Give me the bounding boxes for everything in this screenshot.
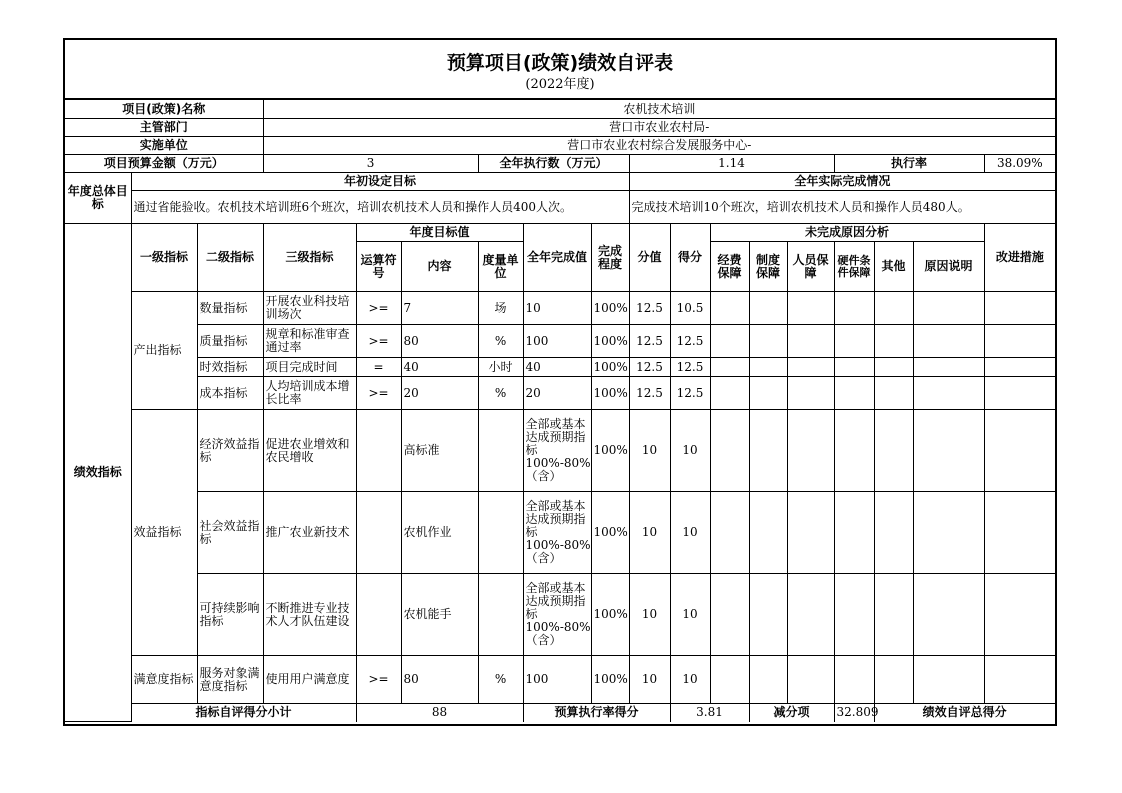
cell-unit: % (478, 325, 523, 358)
col-r2: 制度保障 (749, 242, 787, 292)
cell-got: 10 (670, 574, 710, 656)
project-name-label: 项目(政策)名称 (65, 100, 263, 119)
cell-empty (710, 574, 749, 656)
cell-empty (913, 656, 984, 704)
cell-empty (874, 574, 913, 656)
cell-op (356, 492, 401, 574)
evaluation-table (65, 99, 1055, 722)
cell-empty (787, 292, 834, 325)
cell-degree: 100% (591, 410, 629, 492)
cell-l3: 推广农业新技术 (263, 492, 356, 574)
cell-empty (710, 492, 749, 574)
total-label: 绩效自评总得分 (874, 704, 1055, 722)
table-row (65, 410, 1055, 492)
cell-completed: 全部或基本达成预期指标100%-80%（含） (523, 410, 591, 492)
cell-score: 12.5 (629, 325, 670, 358)
table-row (65, 292, 1055, 325)
cell-content: 80 (401, 325, 478, 358)
cell-empty (874, 377, 913, 410)
group-benefit: 效益指标 (131, 410, 197, 656)
cell-op: >= (356, 325, 401, 358)
page-title: 预算项目(政策)绩效自评表 (446, 52, 674, 74)
cell-got: 12.5 (670, 377, 710, 410)
cell-l3: 开展农业科技培训场次 (263, 292, 356, 325)
cell-empty (984, 358, 1055, 377)
table-row (65, 492, 1055, 574)
title-block (65, 40, 1055, 99)
col-reason-group: 未完成原因分析 (710, 224, 984, 242)
cell-empty (984, 377, 1055, 410)
subtotal-label: 指标自评得分小计 (131, 704, 356, 722)
cell-empty (874, 292, 913, 325)
cell-empty (710, 377, 749, 410)
cell-l3: 人均培训成本增长比率 (263, 377, 356, 410)
cell-score: 10 (629, 492, 670, 574)
col-r3: 人员保障 (787, 242, 834, 292)
cell-empty (787, 325, 834, 358)
cell-empty (984, 410, 1055, 492)
cell-l3: 规章和标准审查通过率 (263, 325, 356, 358)
row-footer (65, 704, 1055, 722)
project-name-value: 农机技术培训 (263, 100, 1055, 119)
cell-empty (984, 292, 1055, 325)
cell-degree: 100% (591, 377, 629, 410)
cell-degree: 100% (591, 292, 629, 325)
rate-value: 38.09% (984, 155, 1055, 173)
cell-score: 12.5 (629, 377, 670, 410)
col-op: 运算符号 (356, 242, 401, 292)
cell-content: 40 (401, 358, 478, 377)
cell-content: 7 (401, 292, 478, 325)
cell-empty (710, 325, 749, 358)
cell-empty (984, 492, 1055, 574)
cell-got: 12.5 (670, 358, 710, 377)
cell-degree: 100% (591, 574, 629, 656)
subtotal-value: 88 (356, 704, 523, 722)
cell-l2: 成本指标 (197, 377, 263, 410)
cell-score: 10 (629, 574, 670, 656)
cell-empty (787, 656, 834, 704)
col-degree: 完成程度 (591, 224, 629, 292)
dept-label: 主管部门 (65, 119, 263, 137)
cell-empty (834, 358, 874, 377)
cell-completed: 全部或基本达成预期指标100%-80%（含） (523, 574, 591, 656)
row-goal-text (65, 191, 1055, 224)
cell-empty (913, 492, 984, 574)
self-evaluation-sheet (63, 38, 1057, 726)
cell-empty (913, 377, 984, 410)
cell-score: 12.5 (629, 292, 670, 325)
cell-l3: 促进农业增效和农民增收 (263, 410, 356, 492)
cell-empty (749, 292, 787, 325)
cell-degree: 100% (591, 358, 629, 377)
cell-empty (749, 410, 787, 492)
cell-l2: 经济效益指标 (197, 410, 263, 492)
cell-got: 12.5 (670, 325, 710, 358)
cell-empty (874, 358, 913, 377)
col-r5: 其他 (874, 242, 913, 292)
cell-got: 10 (670, 492, 710, 574)
cell-empty (710, 410, 749, 492)
cell-completed: 40 (523, 358, 591, 377)
col-level2: 二级指标 (197, 224, 263, 292)
cell-empty (710, 358, 749, 377)
cell-op (356, 410, 401, 492)
table-row (65, 574, 1055, 656)
cell-l2: 可持续影响指标 (197, 574, 263, 656)
row-unit (65, 137, 1055, 155)
deduct-label: 减分项 (749, 704, 834, 722)
cell-empty (834, 574, 874, 656)
year-label: (2022年度) (525, 77, 595, 92)
rate-label: 执行率 (834, 155, 984, 173)
cell-empty (913, 574, 984, 656)
table-row (65, 358, 1055, 377)
cell-got: 10.5 (670, 292, 710, 325)
cell-empty (874, 410, 913, 492)
col-improve: 改进措施 (984, 224, 1055, 292)
cell-unit: 场 (478, 292, 523, 325)
row-goal-headers (65, 173, 1055, 191)
cell-l3: 不断推进专业技术人才队伍建设 (263, 574, 356, 656)
cell-empty (874, 492, 913, 574)
row-project-name (65, 100, 1055, 119)
cell-completed: 100 (523, 325, 591, 358)
budget-value: 3 (263, 155, 478, 173)
cell-content: 农机能手 (401, 574, 478, 656)
cell-empty (787, 410, 834, 492)
cell-content: 高标准 (401, 410, 478, 492)
deduct-value: 32.809 (834, 704, 874, 722)
row-dept (65, 119, 1055, 137)
cell-completed: 20 (523, 377, 591, 410)
cell-unit (478, 410, 523, 492)
cell-empty (913, 292, 984, 325)
col-unit: 度量单位 (478, 242, 523, 292)
cell-empty (874, 325, 913, 358)
col-level3: 三级指标 (263, 224, 356, 292)
budget-score-value: 3.81 (670, 704, 749, 722)
group-output: 产出指标 (131, 292, 197, 410)
cell-empty (834, 492, 874, 574)
cell-content: 农机作业 (401, 492, 478, 574)
cell-degree: 100% (591, 656, 629, 704)
cell-completed: 10 (523, 292, 591, 325)
cell-empty (787, 377, 834, 410)
cell-degree: 100% (591, 325, 629, 358)
cell-empty (710, 656, 749, 704)
row-col-headers-1 (65, 224, 1055, 242)
col-completed: 全年完成值 (523, 224, 591, 292)
cell-empty (984, 656, 1055, 704)
cell-l2: 时效指标 (197, 358, 263, 377)
unit-value: 营口市农业农村综合发展服务中心- (263, 137, 1055, 155)
cell-content: 20 (401, 377, 478, 410)
cell-unit (478, 492, 523, 574)
cell-empty (913, 410, 984, 492)
cell-empty (984, 325, 1055, 358)
cell-empty (749, 358, 787, 377)
cell-got: 10 (670, 410, 710, 492)
perf-label: 绩效指标 (65, 224, 131, 722)
cell-l2: 服务对象满意度指标 (197, 656, 263, 704)
actual-header: 全年实际完成情况 (629, 173, 1055, 191)
cell-empty (749, 656, 787, 704)
budget-score-label: 预算执行率得分 (523, 704, 670, 722)
cell-l2: 数量指标 (197, 292, 263, 325)
cell-empty (834, 325, 874, 358)
exec-label: 全年执行数（万元） (478, 155, 629, 173)
col-score: 分值 (629, 224, 670, 292)
cell-completed: 100 (523, 656, 591, 704)
cell-empty (710, 292, 749, 325)
exec-value: 1.14 (629, 155, 834, 173)
cell-unit: % (478, 656, 523, 704)
group-satisfaction: 满意度指标 (131, 656, 197, 704)
cell-l3: 项目完成时间 (263, 358, 356, 377)
cell-empty (749, 492, 787, 574)
cell-empty (913, 358, 984, 377)
cell-empty (834, 292, 874, 325)
cell-op: >= (356, 656, 401, 704)
cell-completed: 全部或基本达成预期指标100%-80%（含） (523, 492, 591, 574)
col-r6: 原因说明 (913, 242, 984, 292)
col-got: 得分 (670, 224, 710, 292)
table-row (65, 377, 1055, 410)
budget-label: 项目预算金额（万元） (65, 155, 263, 173)
dept-value: 营口市农业农村局- (263, 119, 1055, 137)
cell-empty (749, 574, 787, 656)
actual-text: 完成技术培训10个班次，培训农机技术人员和操作人员480人。 (629, 191, 1055, 224)
cell-empty (834, 377, 874, 410)
cell-empty (913, 325, 984, 358)
cell-op: >= (356, 377, 401, 410)
cell-unit (478, 574, 523, 656)
cell-empty (787, 574, 834, 656)
cell-l2: 社会效益指标 (197, 492, 263, 574)
row-budget (65, 155, 1055, 173)
cell-op (356, 574, 401, 656)
cell-empty (787, 358, 834, 377)
cell-score: 10 (629, 656, 670, 704)
col-r1: 经费保障 (710, 242, 749, 292)
cell-unit: % (478, 377, 523, 410)
cell-op: >= (356, 292, 401, 325)
goal-label: 年度总体目标 (65, 173, 131, 224)
table-row (65, 325, 1055, 358)
cell-score: 12.5 (629, 358, 670, 377)
cell-content: 80 (401, 656, 478, 704)
table-row (65, 656, 1055, 704)
plan-header: 年初设定目标 (131, 173, 629, 191)
cell-l3: 使用用户满意度 (263, 656, 356, 704)
cell-unit: 小时 (478, 358, 523, 377)
col-content: 内容 (401, 242, 478, 292)
cell-op: = (356, 358, 401, 377)
col-level1: 一级指标 (131, 224, 197, 292)
cell-score: 10 (629, 410, 670, 492)
cell-empty (749, 377, 787, 410)
unit-label: 实施单位 (65, 137, 263, 155)
cell-empty (834, 410, 874, 492)
cell-l2: 质量指标 (197, 325, 263, 358)
plan-text: 通过省能验收。农机技术培训班6个班次，培训农机技术人员和操作人员400人次。 (131, 191, 629, 224)
cell-got: 10 (670, 656, 710, 704)
col-target-group: 年度目标值 (356, 224, 523, 242)
col-r4: 硬件条件保障 (834, 242, 874, 292)
cell-empty (874, 656, 913, 704)
cell-degree: 100% (591, 492, 629, 574)
cell-empty (834, 656, 874, 704)
cell-empty (749, 325, 787, 358)
cell-empty (984, 574, 1055, 656)
cell-empty (787, 492, 834, 574)
